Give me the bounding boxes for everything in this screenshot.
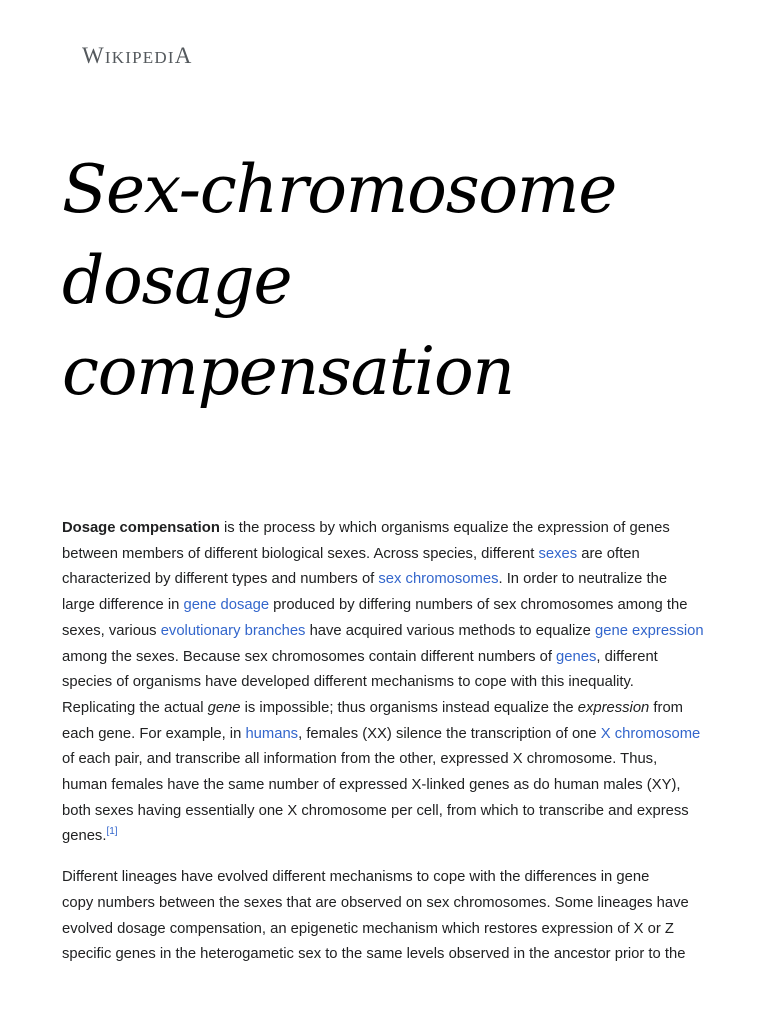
link-genes[interactable]: genes <box>556 648 597 665</box>
body-text: each gene. For example, in <box>62 725 246 742</box>
link-humans[interactable]: humans <box>245 725 299 742</box>
intro-paragraph <box>62 516 712 850</box>
second-paragraph <box>62 865 712 968</box>
body-text: are often <box>577 545 640 562</box>
link-gene-dosage[interactable]: gene dosage <box>183 597 270 614</box>
wordmark-final: A <box>174 43 193 68</box>
body-text: evolved dosage compensation, an epigenetic mechanism which restores expression of X or Z <box>62 920 674 937</box>
page-title-line: Sex-chromosome <box>62 151 617 228</box>
page-title-line: compensation <box>62 333 514 410</box>
body-text: among the sexes. Because sex chromosomes contain different numbers of <box>62 648 557 665</box>
body-text: from <box>649 699 684 716</box>
body-text: Different lineages have evolved different mechanisms to cope with the differences in gene <box>62 869 650 886</box>
page-title <box>62 144 742 417</box>
body-text: characterized by different types and numbers of <box>62 571 379 588</box>
italic-term: expression <box>577 699 650 716</box>
body-text: have acquired various methods to equalize <box>305 622 596 639</box>
body-text: large difference in <box>62 597 184 614</box>
body-text: both sexes having essentially one X chromosome per cell, from which to transcribe and express <box>62 802 689 819</box>
body-text: genes. <box>62 828 107 845</box>
body-text: , different <box>596 648 658 665</box>
link-sexes[interactable]: sexes <box>538 545 578 562</box>
italic-term: gene <box>207 699 241 716</box>
body-text: . In order to neutralize the <box>498 571 668 588</box>
body-text: specific genes in the heterogametic sex to the same levels observed in the ancestor prior to the <box>62 946 686 963</box>
article-body <box>62 516 712 968</box>
wikipedia-wordmark[interactable] <box>82 42 193 72</box>
body-text: human females have the same number of expressed X-linked genes as do human males (XY), <box>62 777 681 794</box>
link-sex-chromosomes[interactable]: sex chromosomes <box>378 571 499 588</box>
wordmark-initial: W <box>82 43 105 68</box>
body-text: is impossible; thus organisms instead equalize the <box>240 699 578 716</box>
bold-term: Dosage compensation <box>62 520 220 536</box>
body-text: between members of different biological sexes. Across species, different <box>62 545 539 562</box>
body-text: is the process by which organisms equalize the expression of genes <box>219 520 670 536</box>
link-evolutionary-branches[interactable]: evolutionary branches <box>160 622 306 639</box>
page-title-line: dosage <box>62 242 292 319</box>
body-text: produced by differing numbers of sex chromosomes among the <box>269 597 688 614</box>
body-text: , females (XX) silence the transcription of one <box>298 725 601 742</box>
link-x-chromosome[interactable]: X chromosome <box>600 725 701 742</box>
wordmark-middle: IKIPEDI <box>104 48 175 67</box>
body-text: Replicating the actual <box>62 699 208 716</box>
reference-link-1[interactable]: [1] <box>106 826 118 838</box>
link-gene-expression[interactable]: gene expression <box>595 622 704 639</box>
body-text: species of organisms have developed different mechanisms to cope with this inequality. <box>62 674 634 691</box>
body-text: of each pair, and transcribe all information from the other, expressed X chromosome. Thus, <box>62 751 658 768</box>
body-text: copy numbers between the sexes that are observed on sex chromosomes. Some lineages have <box>62 894 689 911</box>
body-text: sexes, various <box>62 622 161 639</box>
